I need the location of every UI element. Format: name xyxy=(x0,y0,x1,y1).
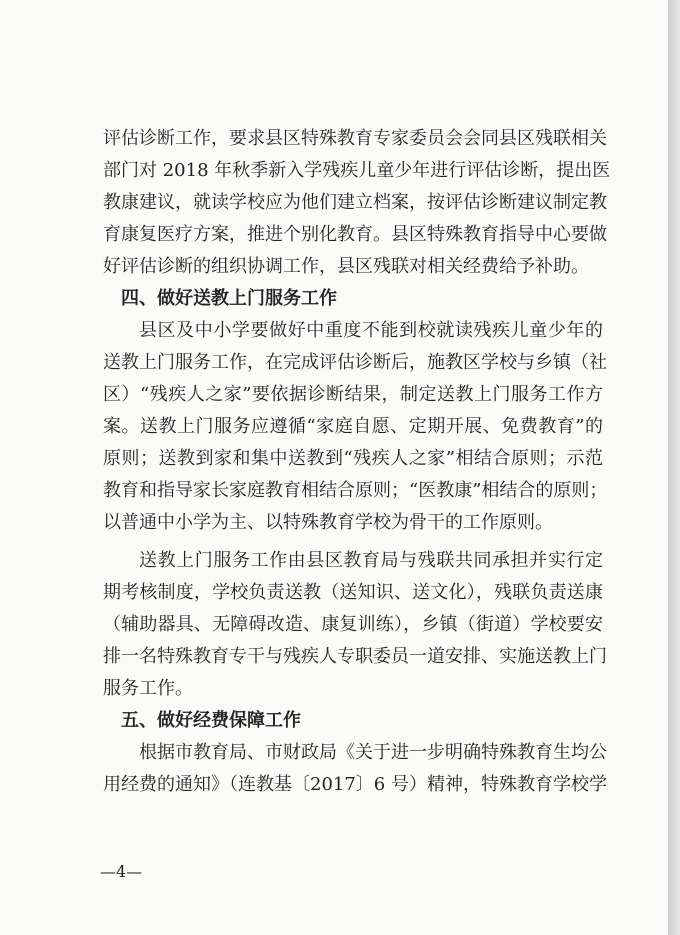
text-line: 育康复医疗方案，推进个别化教育。县区特殊教育指导中心要做 xyxy=(103,224,607,245)
scan-edge xyxy=(668,0,680,935)
paragraph-funding xyxy=(103,737,607,801)
text-line: 以普通中小学为主、以特殊教育学校为骨干的工作原则。 xyxy=(103,512,553,533)
text-line: （辅助器具、无障碍改造、康复训练），乡镇（街道）学校要安 xyxy=(103,614,603,635)
text-line: 服务工作。 xyxy=(103,678,193,699)
text-line: 期考核制度，学校负责送教（送知识、送文化），残联负责送康 xyxy=(103,582,603,603)
section-heading-4: 四、做好送教上门服务工作 xyxy=(121,288,337,309)
text-line: 区）“残疾人之家”要依据诊断结果，制定送教上门服务工作方 xyxy=(103,384,603,405)
paragraph-service-responsibility xyxy=(103,545,607,705)
text-line: 原则；送教到家和集中送教到“残疾人之家”相结合原则；示范 xyxy=(103,448,603,469)
text-line: 评估诊断工作，要求县区特殊教育专家委员会会同县区残联相关 xyxy=(103,128,607,149)
text-line: 教康建议，就读学校应为他们建立档案，按评估诊断建议制定教 xyxy=(103,192,607,213)
text-line: 部门对 2018 年秋季新入学残疾儿童少年进行评估诊断，提出医 xyxy=(103,160,611,181)
text-line: 教育和指导家长家庭教育相结合原则；“医教康”相结合的原则； xyxy=(103,480,608,501)
text-line: 好评估诊断的组织协调工作，县区残联对相关经费给予补助。 xyxy=(103,256,589,277)
document-body xyxy=(103,123,611,801)
text-line: 根据市教育局、市财政局《关于进一步明确特殊教育生均公 xyxy=(139,742,607,763)
text-line: 用经费的通知》（连教基〔2017〕6 号）精神，特殊教育学校学 xyxy=(103,774,607,795)
paragraph-assessment xyxy=(103,123,611,283)
text-line: 排一名特殊教育专干与残疾人专职委员一道安排、实施送教上门 xyxy=(103,646,607,667)
text-line: 送教上门服务工作由县区教育局与残联共同承担并实行定 xyxy=(139,550,603,571)
page-number: —4— xyxy=(100,862,143,881)
text-line: 送教上门服务工作，在完成评估诊断后，施教区学校与乡镇（社 xyxy=(103,352,607,373)
text-line: 案。送教上门服务应遵循“家庭自愿、定期开展、免费教育”的 xyxy=(103,416,603,437)
text-line: 县区及中小学要做好中重度不能到校就读残疾儿童少年的 xyxy=(139,320,603,341)
paragraph-home-delivery xyxy=(103,315,608,539)
section-heading-5: 五、做好经费保障工作 xyxy=(121,710,301,731)
